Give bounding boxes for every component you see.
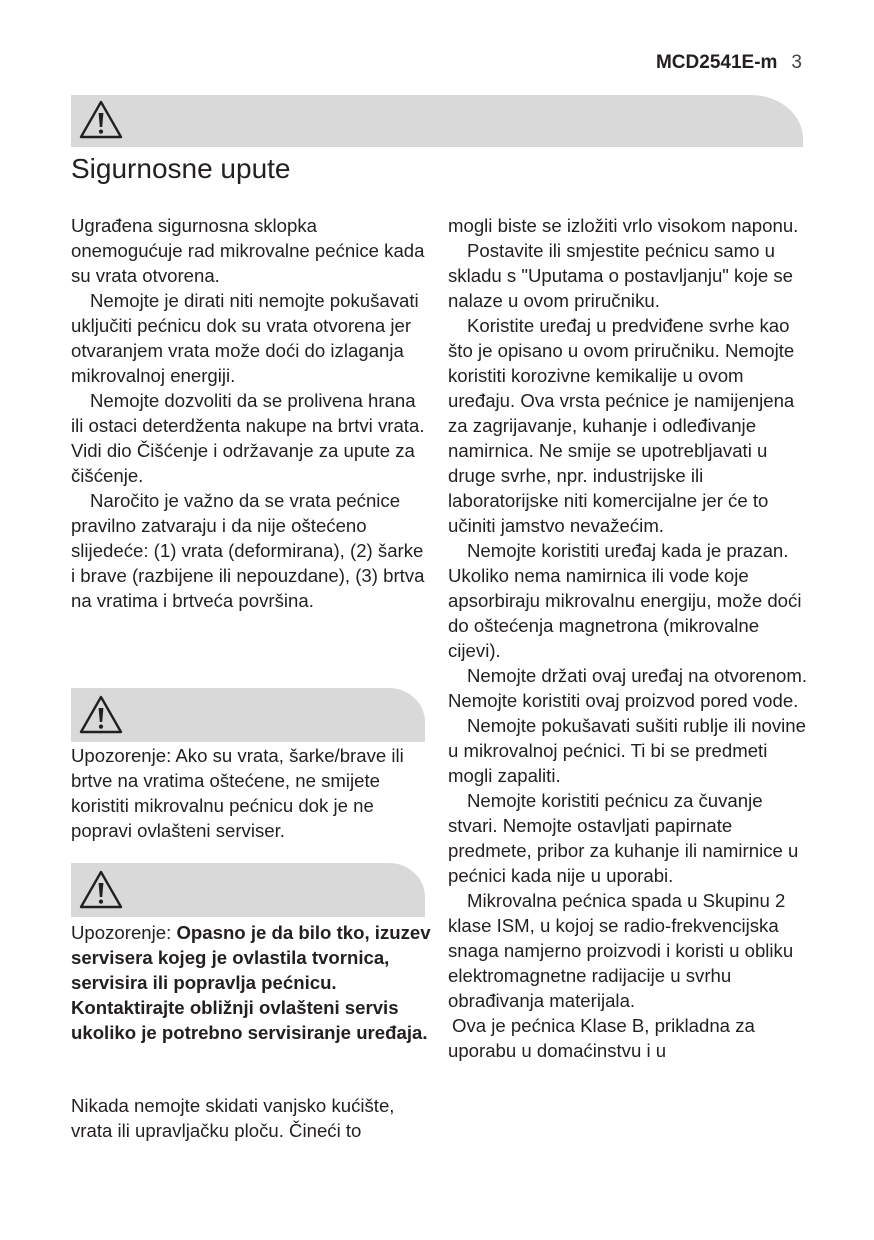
page-header: [656, 52, 802, 74]
warning-banner-1: [71, 688, 425, 742]
bottom-left-paragraph: Nikada nemojte skidati vanjsko kućište, vrata ili upravljačku ploču. Čineći to: [71, 1095, 395, 1141]
warning-2-text: [71, 920, 431, 1045]
paragraph: Nemojte držati ovaj uređaj na otvorenom. Nemojte koristiti ovaj proizvod pored vode.: [448, 665, 808, 711]
page-title: Sigurnosne upute: [71, 153, 291, 184]
paragraph: Naročito je važno da se vrata pećnice pravilno zatvaraju i da nije oštećeno slijedeće: (1) vrata (deformirana), (2) šarke i brave (razbijene ili nepouzdane), (3) brtva na vratima i brtveća površina.: [71, 490, 425, 611]
right-column: [448, 213, 810, 1063]
warning-1-text: Upozorenje: Ako su vrata, šarke/brave ili brtve na vratima oštećene, ne smijete koristiti mikrovalnu pećnicu dok je ne popravi ovlašteni serviser.: [71, 745, 404, 841]
paragraph: Ova je pećnica Klase B, prikladna za uporabu u domaćinstvu i u: [448, 1015, 755, 1061]
paragraph: mogli biste se izložiti vrlo visokom naponu.: [448, 215, 799, 236]
warning-triangle-icon: [77, 693, 125, 737]
safety-banner: [71, 95, 803, 147]
page-number: 3: [791, 52, 802, 73]
warning-2-bold: Opasno je da bilo tko, izuzev servisera kojeg je ovlastila tvornica, servisira ili popravlja pećnicu. Kontaktirajte obližnji ovlašteni servis ukoliko je potrebno servisiranje uređaja.: [71, 922, 431, 1043]
paragraph: Postavite ili smjestite pećnicu samo u skladu s "Uputama o postavljanju" koje se nalaze u ovom priručniku.: [448, 240, 793, 311]
paragraph: Nemojte je dirati niti nemojte pokušavati uključiti pećnicu dok su vrata otvorena jer otvaranjem vrata može doći do izlaganja mikrovalnoj energiji.: [71, 290, 419, 386]
paragraph: Nemojte pokušavati sušiti rublje ili novine u mikrovalnoj pećnici. Ti bi se predmeti mogli zapaliti.: [448, 715, 806, 786]
paragraph: Nemojte dozvoliti da se prolivena hrana ili ostaci deterdženta nakupe na brtvi vrata. Vidi dio Čišćenje i održavanje za upute za čišćenje.: [71, 390, 425, 486]
warning-triangle-icon: [77, 98, 125, 142]
paragraph: Ugrađena sigurnosna sklopka onemogućuje rad mikrovalne pećnice kada su vrata otvorena.: [71, 215, 425, 286]
model-number: MCD2541E-m: [655, 52, 778, 73]
left-column: [71, 213, 431, 613]
warning-banner-2: [71, 863, 425, 917]
paragraph: Koristite uređaj u predviđene svrhe kao što je opisano u ovom priručniku. Nemojte koristiti korozivne kemikalije u ovom uređaju. Ova vrsta pećnice je namijenjena za zagrijavanje, kuhanje i odleđivanje namirnica. Ne smije se upotrebljavati u druge svrhe, npr. industrijske ili laboratorijske niti komercijalne jer će to učiniti jamstvo nevažećim.: [448, 315, 795, 536]
warning-2-prefix: Upozorenje:: [71, 922, 177, 943]
paragraph: Nemojte koristiti pećnicu za čuvanje stvari. Nemojte ostavljati papirnate predmete, pribor za kuhanje ili namirnice u pećnici kada nije u uporabi.: [448, 790, 799, 886]
warning-triangle-icon: [77, 868, 125, 912]
paragraph: Nemojte koristiti uređaj kada je prazan. Ukoliko nema namirnica ili vode koje apsorbiraju mikrovalnu energiju, može doći do oštećenja magnetrona (mikrovalne cijevi).: [448, 540, 802, 661]
paragraph: Mikrovalna pećnica spada u Skupinu 2 klase ISM, u kojoj se radio-frekvencijska snaga namjerno proizvodi i koristi u obliku elektromagnetne radijacije u svrhu obrađivanja materijala.: [448, 890, 794, 1011]
